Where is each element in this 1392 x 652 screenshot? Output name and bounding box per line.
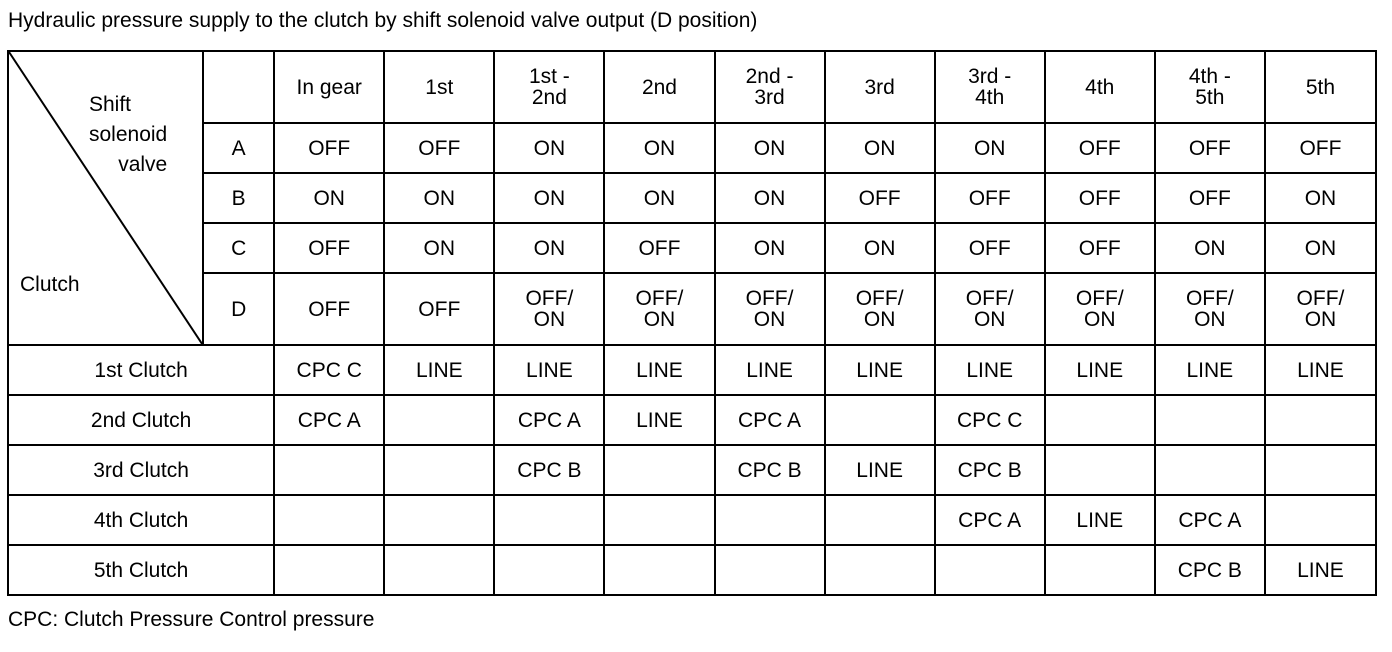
column-header-line1: 3rd - [968, 65, 1012, 88]
column-header-line1: 3rd [864, 75, 895, 99]
column-header [715, 51, 825, 123]
valve-state-cell: OFF [1045, 123, 1155, 173]
column-header-line1: 1st - [528, 65, 570, 88]
pressure-cell: LINE [1265, 545, 1376, 595]
footnote: CPC: Clutch Pressure Control pressure [8, 608, 375, 631]
clutch-name: 5th Clutch [8, 545, 274, 595]
valve-state-cell: OFF [935, 173, 1045, 223]
valve-state-cell [1265, 273, 1376, 345]
pressure-cell: CPC A [494, 395, 604, 445]
column-header-line2: 2nd [531, 86, 567, 109]
pressure-cell: CPC B [494, 445, 604, 495]
pressure-cell: LINE [1265, 345, 1376, 395]
valve-state-line1: OFF/ [1296, 287, 1345, 310]
column-header-line1: 2nd - [745, 65, 794, 88]
valve-state-cell: ON [1265, 173, 1376, 223]
column-header [1155, 51, 1265, 123]
valve-state-cell: OFF [825, 173, 935, 223]
pressure-cell [494, 495, 604, 545]
clutch-row [8, 395, 1376, 445]
pressure-cell [494, 545, 604, 595]
header-row [8, 51, 1376, 123]
pressure-cell: CPC B [1155, 545, 1265, 595]
pressure-cell [715, 495, 825, 545]
column-header [935, 51, 1045, 123]
valve-name: A [203, 123, 274, 173]
pressure-cell [1045, 445, 1155, 495]
pressure-cell [274, 445, 384, 495]
pressure-cell [1045, 545, 1155, 595]
clutch-name: 1st Clutch [8, 345, 274, 395]
valve-state-cell: ON [935, 123, 1045, 173]
table-body [8, 51, 1376, 595]
valve-state-line1: OFF/ [965, 287, 1014, 310]
valve-state-cell: OFF [1045, 223, 1155, 273]
valve-state-cell: ON [274, 173, 384, 223]
clutch-name: 3rd Clutch [8, 445, 274, 495]
column-header-line1: 2nd [641, 75, 677, 99]
column-header-line2: 5th [1195, 86, 1225, 109]
clutch-row [8, 345, 1376, 395]
valve-state-cell [1045, 273, 1155, 345]
valve-state-cell: OFF [1155, 173, 1265, 223]
valve-name: B [203, 173, 274, 223]
pressure-cell: LINE [1045, 495, 1155, 545]
pressure-cell [384, 545, 494, 595]
valve-state-cell [715, 273, 825, 345]
pressure-cell [1265, 445, 1376, 495]
shift-label-line: valve [118, 153, 168, 176]
pressure-cell: CPC A [274, 395, 384, 445]
valve-row [8, 223, 1376, 273]
pressure-cell: CPC A [1155, 495, 1265, 545]
valve-state-cell [825, 273, 935, 345]
valve-state-cell: ON [1265, 223, 1376, 273]
pressure-cell: LINE [935, 345, 1045, 395]
valve-state-cell: ON [494, 123, 604, 173]
valve-state-cell [604, 273, 714, 345]
valve-row [8, 123, 1376, 173]
pressure-cell [384, 395, 494, 445]
clutch-axis-label: Clutch [20, 273, 80, 296]
pressure-cell [825, 395, 935, 445]
valve-state-line1: OFF [308, 297, 351, 321]
valve-name: D [203, 273, 274, 345]
valve-state-cell: ON [825, 123, 935, 173]
pressure-cell [274, 545, 384, 595]
pressure-cell [715, 545, 825, 595]
valve-state-line2: ON [863, 308, 896, 331]
valve-state-cell: ON [384, 223, 494, 273]
clutch-row [8, 495, 1376, 545]
pressure-cell [825, 545, 935, 595]
shift-solenoid-label [89, 90, 167, 180]
column-header [494, 51, 604, 123]
pressure-cell: LINE [825, 345, 935, 395]
valve-state-cell: OFF [935, 223, 1045, 273]
pressure-cell: LINE [1045, 345, 1155, 395]
column-header [1265, 51, 1376, 123]
column-header-line2: 4th [975, 86, 1005, 109]
valve-state-cell: ON [384, 173, 494, 223]
clutch-name: 4th Clutch [8, 495, 274, 545]
pressure-table [7, 50, 1377, 596]
pressure-cell: LINE [494, 345, 604, 395]
shift-label-line: solenoid [89, 123, 168, 146]
column-header [604, 51, 714, 123]
valve-state-cell: OFF [604, 223, 714, 273]
valve-state-line1: OFF/ [1075, 287, 1124, 310]
pressure-cell: LINE [715, 345, 825, 395]
column-header-line1: 4th [1085, 75, 1115, 99]
valve-state-line2: ON [1194, 308, 1226, 331]
corner-cell [8, 51, 203, 345]
valve-state-cell [274, 273, 384, 345]
valve-state-line2: ON [643, 308, 676, 331]
pressure-cell [1265, 395, 1376, 445]
valve-state-line1: OFF/ [745, 287, 794, 310]
pressure-cell [1045, 395, 1155, 445]
column-header [825, 51, 935, 123]
valve-state-line1: OFF/ [525, 287, 574, 310]
column-header [274, 51, 384, 123]
valve-state-cell: OFF [1045, 173, 1155, 223]
pressure-cell: CPC A [935, 495, 1045, 545]
pressure-cell [274, 495, 384, 545]
clutch-name: 2nd Clutch [8, 395, 274, 445]
pressure-cell: CPC B [935, 445, 1045, 495]
page-title: Hydraulic pressure supply to the clutch by shift solenoid valve output (D position) [8, 9, 758, 32]
pressure-cell: LINE [604, 345, 714, 395]
valve-state-cell: ON [494, 223, 604, 273]
valve-state-cell: OFF [274, 123, 384, 173]
valve-state-cell: ON [715, 123, 825, 173]
pressure-cell [935, 545, 1045, 595]
valve-state-cell: ON [825, 223, 935, 273]
valve-state-cell: OFF [1155, 123, 1265, 173]
column-header-line1: In gear [296, 75, 362, 99]
pressure-cell [1155, 395, 1265, 445]
pressure-cell: LINE [1155, 345, 1265, 395]
valve-state-cell [935, 273, 1045, 345]
valve-state-cell: OFF [1265, 123, 1376, 173]
pressure-cell [604, 495, 714, 545]
column-header-line1: 5th [1305, 75, 1336, 99]
column-header-line1: 1st [425, 75, 454, 99]
valve-state-cell: ON [1155, 223, 1265, 273]
pressure-cell [384, 495, 494, 545]
valve-state-cell: OFF [274, 223, 384, 273]
valve-row [8, 273, 1376, 345]
pressure-cell [604, 445, 714, 495]
pressure-cell: CPC A [715, 395, 825, 445]
valve-state-cell: ON [715, 223, 825, 273]
pressure-cell [1265, 495, 1376, 545]
valve-state-line2: ON [533, 308, 566, 331]
valve-state-line1: OFF/ [635, 287, 684, 310]
valve-state-line2: ON [1304, 308, 1337, 331]
column-header [384, 51, 494, 123]
pressure-cell: LINE [604, 395, 714, 445]
pressure-cell [825, 495, 935, 545]
pressure-cell [604, 545, 714, 595]
valve-header-blank [203, 51, 274, 123]
column-header-line2: 3rd [754, 86, 785, 109]
valve-state-cell: ON [715, 173, 825, 223]
valve-state-line1: OFF/ [855, 287, 904, 310]
valve-state-line2: ON [1084, 308, 1116, 331]
valve-state-line1: OFF [418, 297, 461, 321]
pressure-cell [1155, 445, 1265, 495]
pressure-cell: CPC C [274, 345, 384, 395]
valve-state-line1: OFF/ [1185, 287, 1234, 310]
valve-state-cell [494, 273, 604, 345]
valve-state-cell [1155, 273, 1265, 345]
valve-row [8, 173, 1376, 223]
clutch-row [8, 545, 1376, 595]
valve-state-line2: ON [973, 308, 1006, 331]
valve-state-cell: ON [604, 173, 714, 223]
shift-label-line: Shift [89, 93, 132, 116]
valve-name: C [203, 223, 274, 273]
pressure-cell: LINE [825, 445, 935, 495]
pressure-cell: LINE [384, 345, 494, 395]
valve-state-cell: ON [604, 123, 714, 173]
valve-state-line2: ON [753, 308, 786, 331]
column-header [1045, 51, 1155, 123]
valve-state-cell: OFF [384, 123, 494, 173]
clutch-row [8, 445, 1376, 495]
column-header-line1: 4th - [1188, 65, 1231, 88]
valve-state-cell [384, 273, 494, 345]
valve-state-cell: ON [494, 173, 604, 223]
pressure-cell: CPC C [935, 395, 1045, 445]
pressure-cell: CPC B [715, 445, 825, 495]
pressure-cell [384, 445, 494, 495]
